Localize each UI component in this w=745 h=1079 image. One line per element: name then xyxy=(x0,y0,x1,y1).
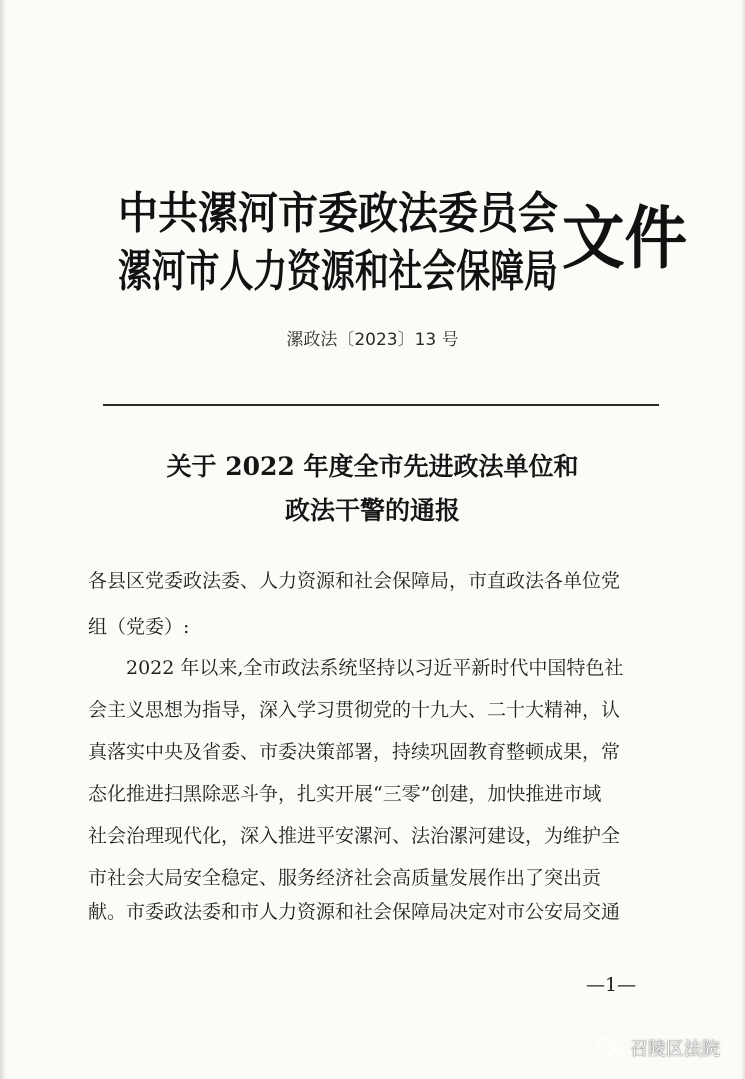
issuing-org-line-1: 中共漯河市委政法委员会 xyxy=(118,188,558,239)
body-line: 态化推进扫黑除恶斗争，扎实开展“三零”创建，加快推进市域 xyxy=(88,783,602,805)
issuing-org-line-2: 漯河市人力资源和社会保障局 xyxy=(118,246,558,297)
body-line: 2022 年以来,全市政法系统坚持以习近平新时代中国特色社 xyxy=(88,657,624,679)
body-line: 真落实中央及省委、市委决策部署，持续巩固教育整顿成果，常 xyxy=(88,741,621,763)
document-header xyxy=(118,188,688,308)
wechat-icon xyxy=(596,1036,624,1060)
page-number: —1— xyxy=(586,974,637,996)
wechat-watermark xyxy=(596,1034,720,1062)
body-line: 社会治理现代化，深入推进平安漯河、法治漯河建设，为维护全 xyxy=(88,825,621,847)
body-line: 献。市委政法委和市人力资源和社会保障局决定对市公安局交通 xyxy=(88,901,621,923)
document-type-word: 文件 xyxy=(562,200,688,279)
body-line: 组（党委）: xyxy=(88,616,190,638)
body-line: 会主义思想为指导，深入学习贯彻党的十九大、二十大精神，认 xyxy=(88,699,621,721)
document-title-line-2: 政法干警的通报 xyxy=(284,496,460,525)
document-number: 漯政法〔2023〕13 号 xyxy=(286,330,459,350)
header-divider xyxy=(103,404,659,406)
document-title-line-1: 关于 2022 年度全市先进政法单位和 xyxy=(166,452,579,481)
scan-edge-right xyxy=(741,0,745,1079)
watermark-account-name: 召陵区法院 xyxy=(630,1039,720,1060)
scan-edge-left xyxy=(0,0,6,1079)
body-line: 市社会大局安全稳定、服务经济社会高质量发展作出了突出贡 xyxy=(88,867,602,889)
body-line: 各县区党委政法委、人力资源和社会保障局，市直政法各单位党 xyxy=(88,570,621,592)
